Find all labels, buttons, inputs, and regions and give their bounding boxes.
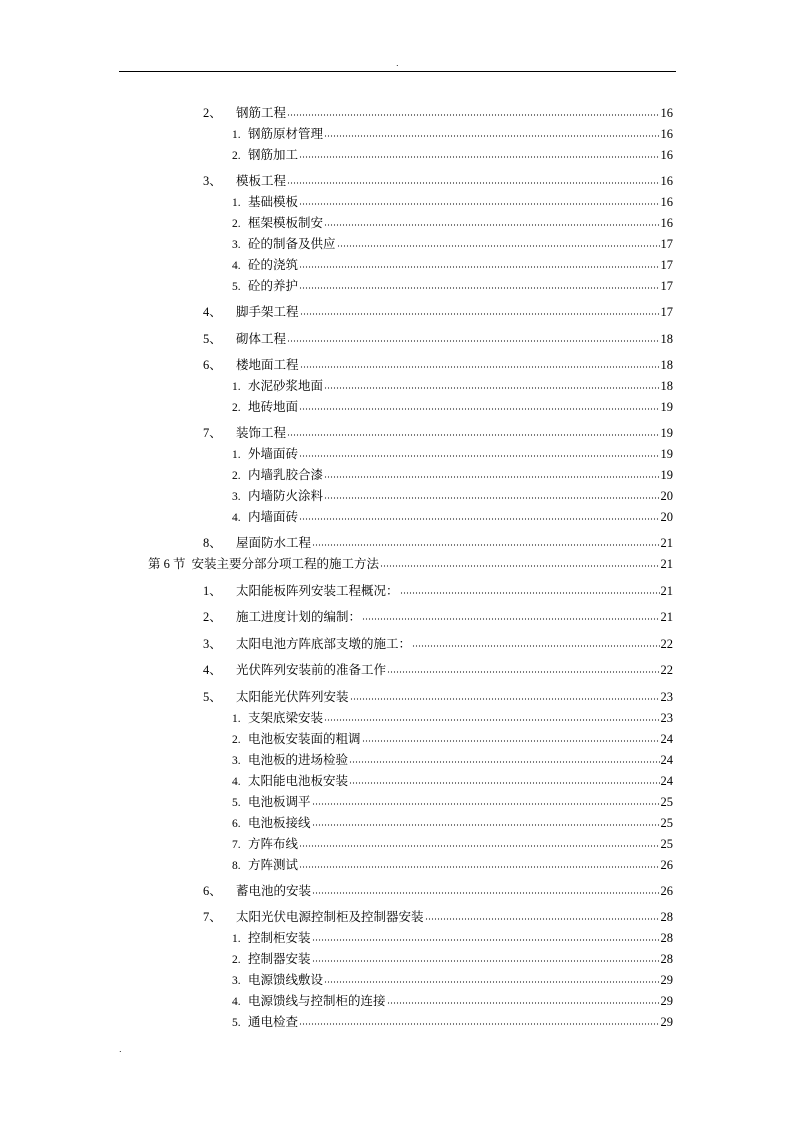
toc-entry-title: 模板工程 bbox=[236, 173, 287, 188]
toc-entry-title: 支架底梁安装 bbox=[248, 710, 324, 725]
toc-entry-number: 1. bbox=[232, 933, 241, 945]
toc-subentry[interactable] bbox=[232, 1013, 673, 1031]
dot-leader bbox=[312, 939, 660, 941]
toc-page-number: 29 bbox=[660, 973, 673, 987]
dot-leader bbox=[299, 287, 659, 289]
dot-leader bbox=[324, 476, 659, 478]
toc-entry-number: 6、 bbox=[203, 884, 222, 898]
footer-mark: . bbox=[119, 1045, 122, 1054]
toc-page-number: 21 bbox=[660, 584, 673, 598]
toc-page-number: 20 bbox=[660, 489, 673, 503]
toc-page-number: 21 bbox=[660, 536, 673, 550]
toc-entry-title: 框架模板制安 bbox=[248, 215, 324, 230]
toc-entry-title: 安装主要分部分项工程的施工方法 bbox=[191, 556, 380, 571]
dot-leader bbox=[312, 892, 659, 894]
toc-entry-number: 3. bbox=[232, 491, 241, 503]
header-mark: . bbox=[396, 59, 399, 68]
toc-entry-title: 控制柜安装 bbox=[248, 930, 311, 945]
toc-page-number: 16 bbox=[660, 106, 673, 120]
toc-entry[interactable] bbox=[203, 303, 673, 321]
dot-leader bbox=[312, 824, 660, 826]
toc-entry-title: 水泥砂浆地面 bbox=[248, 378, 324, 393]
dot-leader bbox=[299, 203, 659, 205]
toc-subentry[interactable] bbox=[232, 487, 673, 505]
toc-subentry[interactable] bbox=[232, 235, 673, 253]
toc-entry-title: 通电检查 bbox=[248, 1014, 299, 1029]
toc-entry-number: 7、 bbox=[203, 910, 222, 924]
toc-entry-title: 电池板的进场检验 bbox=[248, 752, 349, 767]
toc-entry-title: 太阳光伏电源控制柜及控制器安装 bbox=[236, 909, 424, 924]
toc-page-number: 28 bbox=[660, 931, 673, 945]
toc-entry-title: 砼的养护 bbox=[248, 278, 299, 293]
toc-entry[interactable] bbox=[203, 688, 673, 706]
toc-subentry[interactable] bbox=[232, 835, 673, 853]
toc-entry[interactable] bbox=[203, 661, 673, 679]
toc-entry-title: 钢筋原材管理 bbox=[248, 126, 324, 141]
toc-entry-title: 装饰工程 bbox=[236, 425, 287, 440]
dot-leader bbox=[349, 782, 659, 784]
toc-entry[interactable] bbox=[203, 534, 673, 552]
toc-entry-number: 4. bbox=[232, 512, 241, 524]
toc-entry-title: 电池板接线 bbox=[248, 815, 311, 830]
toc-subentry[interactable] bbox=[232, 929, 673, 947]
toc-entry-number: 8. bbox=[232, 860, 241, 872]
toc-page-number: 16 bbox=[660, 216, 673, 230]
toc-entry-title: 钢筋加工 bbox=[248, 147, 299, 162]
toc-entry-number: 7、 bbox=[203, 426, 222, 440]
dot-leader bbox=[299, 866, 659, 868]
toc-subentry[interactable] bbox=[232, 277, 673, 295]
toc-page-number: 21 bbox=[660, 557, 673, 571]
dot-leader bbox=[324, 224, 659, 226]
toc-page-number: 24 bbox=[660, 753, 673, 767]
toc-entry[interactable] bbox=[203, 356, 673, 374]
dot-leader bbox=[299, 518, 659, 520]
dot-leader bbox=[324, 719, 659, 721]
toc-subentry[interactable] bbox=[232, 377, 673, 395]
toc-entry-number: 1、 bbox=[203, 584, 222, 598]
toc-subentry[interactable] bbox=[232, 751, 673, 769]
toc-entry-number: 第 6 节 bbox=[148, 557, 186, 571]
dot-leader bbox=[299, 455, 659, 457]
dot-leader bbox=[324, 981, 659, 983]
toc-page-number: 22 bbox=[660, 663, 673, 677]
dot-leader bbox=[387, 671, 659, 673]
toc-entry-title: 电池板安装面的粗调 bbox=[248, 731, 361, 746]
toc-entry-title: 地砖地面 bbox=[248, 399, 299, 414]
toc-entry[interactable] bbox=[203, 172, 673, 190]
toc-entry-number: 3、 bbox=[203, 637, 222, 651]
toc-page-number: 18 bbox=[660, 379, 673, 393]
dot-leader bbox=[299, 1023, 659, 1025]
toc-entry-title: 方阵测试 bbox=[248, 857, 299, 872]
toc-entry-title: 内墙面砖 bbox=[248, 509, 299, 524]
dot-leader bbox=[349, 761, 659, 763]
toc-entry-number: 2. bbox=[232, 150, 241, 162]
toc-subentry[interactable] bbox=[232, 125, 673, 143]
toc-page-number: 21 bbox=[660, 610, 673, 624]
toc-entry-title: 脚手架工程 bbox=[236, 304, 299, 319]
dot-leader bbox=[412, 645, 659, 647]
toc-entry-title: 砼的制备及供应 bbox=[248, 236, 336, 251]
toc-entry-number: 2. bbox=[232, 402, 241, 414]
dot-leader bbox=[299, 845, 659, 847]
dot-leader bbox=[312, 803, 660, 805]
toc-entry-title: 光伏阵列安装前的准备工作 bbox=[236, 662, 387, 677]
toc-entry[interactable] bbox=[203, 908, 673, 926]
toc-subentry[interactable] bbox=[232, 772, 673, 790]
toc-entry-number: 5. bbox=[232, 281, 241, 293]
dot-leader bbox=[312, 544, 659, 546]
toc-entry-number: 4. bbox=[232, 260, 241, 272]
toc-entry-number: 2、 bbox=[203, 610, 222, 624]
toc-entry-title: 太阳能光伏阵列安装 bbox=[236, 689, 349, 704]
toc-entry-number: 3. bbox=[232, 239, 241, 251]
toc-page-number: 19 bbox=[660, 447, 673, 461]
toc-page-number: 23 bbox=[660, 711, 673, 725]
toc-page-number: 28 bbox=[660, 952, 673, 966]
dot-leader bbox=[287, 182, 659, 184]
toc-entry[interactable] bbox=[203, 635, 673, 653]
dot-leader bbox=[425, 918, 660, 920]
toc-page-number: 16 bbox=[660, 174, 673, 188]
toc-subentry[interactable] bbox=[232, 992, 673, 1010]
dot-leader bbox=[337, 245, 660, 247]
toc-entry-number: 6、 bbox=[203, 358, 222, 372]
toc-page-number: 19 bbox=[660, 400, 673, 414]
toc-entry-number: 2、 bbox=[203, 106, 222, 120]
toc-page-number: 16 bbox=[660, 148, 673, 162]
toc-entry-number: 4. bbox=[232, 996, 241, 1008]
dot-leader bbox=[287, 114, 659, 116]
toc-entry-title: 方阵布线 bbox=[248, 836, 299, 851]
dot-leader bbox=[362, 618, 659, 620]
dot-leader bbox=[312, 960, 660, 962]
dot-leader bbox=[362, 740, 660, 742]
toc-entry[interactable] bbox=[203, 330, 673, 348]
toc-page-number: 17 bbox=[660, 305, 673, 319]
toc-entry-title: 砌体工程 bbox=[236, 331, 287, 346]
toc-entry-number: 1. bbox=[232, 713, 241, 725]
toc-entry-number: 1. bbox=[232, 449, 241, 461]
toc-page-number: 17 bbox=[660, 258, 673, 272]
toc-entry-number: 2. bbox=[232, 218, 241, 230]
toc-entry-number: 6. bbox=[232, 818, 241, 830]
toc-page-number: 26 bbox=[660, 884, 673, 898]
toc-subentry[interactable] bbox=[232, 971, 673, 989]
toc-entry-title: 屋面防水工程 bbox=[236, 535, 312, 550]
dot-leader bbox=[299, 266, 659, 268]
toc-page-number: 24 bbox=[660, 732, 673, 746]
toc-page-number: 29 bbox=[660, 1015, 673, 1029]
toc-entry-title: 钢筋工程 bbox=[236, 105, 287, 120]
toc-entry-title: 内墙防火涂料 bbox=[248, 488, 324, 503]
toc-page-number: 29 bbox=[660, 994, 673, 1008]
dot-leader bbox=[300, 313, 660, 315]
toc-entry-title: 控制器安装 bbox=[248, 951, 311, 966]
toc-entry-title: 蓄电池的安装 bbox=[236, 883, 312, 898]
toc-page-number: 25 bbox=[660, 816, 673, 830]
toc-section-entry[interactable] bbox=[148, 555, 673, 573]
toc-entry[interactable] bbox=[203, 582, 673, 600]
toc-page-number: 25 bbox=[660, 795, 673, 809]
toc-entry-number: 5. bbox=[232, 1017, 241, 1029]
toc-page-number: 19 bbox=[660, 468, 673, 482]
toc-entry-number: 2. bbox=[232, 734, 241, 746]
toc-entry-title: 电源馈线与控制柜的连接 bbox=[248, 993, 386, 1008]
toc-page-number: 22 bbox=[660, 637, 673, 651]
toc-entry-title: 电池板调平 bbox=[248, 794, 311, 809]
toc-entry-number: 4. bbox=[232, 776, 241, 788]
toc-entry[interactable] bbox=[203, 882, 673, 900]
dot-leader bbox=[300, 366, 660, 368]
toc-page-number: 20 bbox=[660, 510, 673, 524]
toc-entry-title: 施工进度计划的编制： bbox=[236, 609, 362, 624]
toc-entry-number: 1. bbox=[232, 197, 241, 209]
toc-entry[interactable] bbox=[203, 424, 673, 442]
toc-page-number: 17 bbox=[660, 279, 673, 293]
toc-entry-number: 3. bbox=[232, 755, 241, 767]
dot-leader bbox=[299, 408, 659, 410]
toc-subentry[interactable] bbox=[232, 193, 673, 211]
toc-entry-number: 3. bbox=[232, 975, 241, 987]
toc-subentry[interactable] bbox=[232, 709, 673, 727]
toc-page-number: 19 bbox=[660, 426, 673, 440]
dot-leader bbox=[324, 135, 659, 137]
toc-subentry[interactable] bbox=[232, 214, 673, 232]
toc-entry-number: 7. bbox=[232, 839, 241, 851]
toc-subentry[interactable] bbox=[232, 445, 673, 463]
toc-subentry[interactable] bbox=[232, 146, 673, 164]
toc-entry-number: 5、 bbox=[203, 332, 222, 346]
dot-leader bbox=[387, 1002, 660, 1004]
toc-page-number: 23 bbox=[660, 690, 673, 704]
toc-page-number: 24 bbox=[660, 774, 673, 788]
toc-page-number: 17 bbox=[660, 237, 673, 251]
toc-entry-number: 1. bbox=[232, 381, 241, 393]
dot-leader bbox=[287, 340, 659, 342]
dot-leader bbox=[287, 434, 659, 436]
toc-page-number: 28 bbox=[660, 910, 673, 924]
dot-leader bbox=[299, 156, 659, 158]
toc-subentry[interactable] bbox=[232, 950, 673, 968]
toc-entry-number: 4、 bbox=[203, 663, 222, 677]
dot-leader bbox=[400, 592, 660, 594]
toc-entry-title: 内墙乳胶合漆 bbox=[248, 467, 324, 482]
toc-page-number: 16 bbox=[660, 195, 673, 209]
toc-subentry[interactable] bbox=[232, 730, 673, 748]
toc-entry-number: 2. bbox=[232, 954, 241, 966]
dot-leader bbox=[324, 387, 659, 389]
toc-entry[interactable] bbox=[203, 608, 673, 626]
toc-subentry[interactable] bbox=[232, 793, 673, 811]
toc-entry-number: 5、 bbox=[203, 690, 222, 704]
toc-page-number: 18 bbox=[660, 332, 673, 346]
toc-subentry[interactable] bbox=[232, 398, 673, 416]
toc-page-number: 16 bbox=[660, 127, 673, 141]
toc-subentry[interactable] bbox=[232, 256, 673, 274]
dot-leader bbox=[350, 698, 660, 700]
toc-entry-number: 2. bbox=[232, 470, 241, 482]
toc-entry-title: 砼的浇筑 bbox=[248, 257, 299, 272]
toc-page-number: 18 bbox=[660, 358, 673, 372]
toc-entry-number: 4、 bbox=[203, 305, 222, 319]
toc-entry-title: 电源馈线敷设 bbox=[248, 972, 324, 987]
toc-subentry[interactable] bbox=[232, 466, 673, 484]
toc-entry-title: 太阳电池方阵底部支墩的施工： bbox=[236, 636, 412, 651]
toc-entry-title: 太阳能电池板安装 bbox=[248, 773, 349, 788]
toc-entry-number: 5. bbox=[232, 797, 241, 809]
toc-entry-title: 基础模板 bbox=[248, 194, 299, 209]
dot-leader bbox=[324, 497, 659, 499]
toc-entry-title: 太阳能板阵列安装工程概况： bbox=[236, 583, 399, 598]
toc-subentry[interactable] bbox=[232, 508, 673, 526]
toc-entry-title: 楼地面工程 bbox=[236, 357, 299, 372]
toc-entry[interactable] bbox=[203, 104, 673, 122]
toc-entry-title: 外墙面砖 bbox=[248, 446, 299, 461]
toc-entry-number: 8、 bbox=[203, 536, 222, 550]
toc-entry-number: 1. bbox=[232, 129, 241, 141]
toc-page-number: 25 bbox=[660, 837, 673, 851]
toc-subentry[interactable] bbox=[232, 856, 673, 874]
toc-entry-number: 3、 bbox=[203, 174, 222, 188]
toc-subentry[interactable] bbox=[232, 814, 673, 832]
dot-leader bbox=[380, 565, 659, 567]
toc-page-number: 26 bbox=[660, 858, 673, 872]
